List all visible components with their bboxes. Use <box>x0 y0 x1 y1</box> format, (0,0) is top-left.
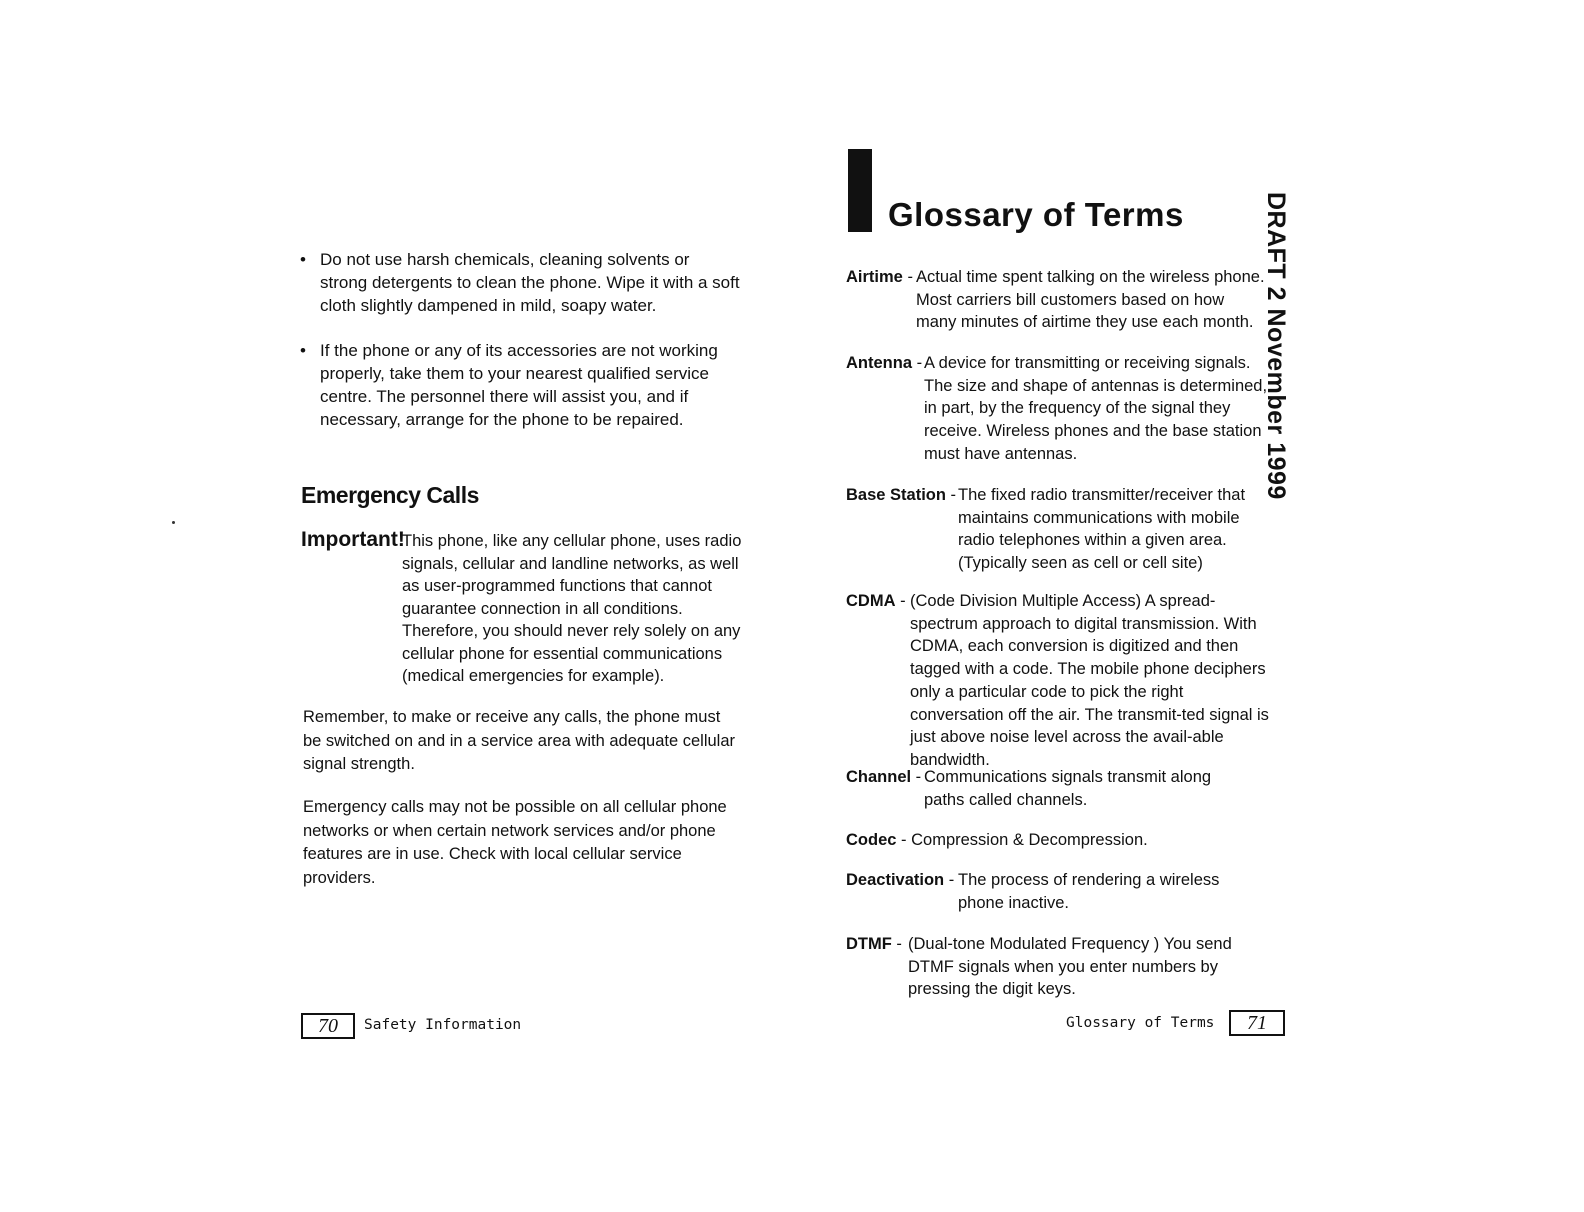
term-separator: - <box>902 268 913 286</box>
glossary-term: Deactivation <box>846 871 945 889</box>
glossary-definition: (Dual-tone Modulated Frequency ) You send DTMF signals when you enter numbers by pressing the digit keys. <box>908 935 1232 999</box>
glossary-entry <box>846 484 1286 573</box>
term-separator: - <box>944 871 955 889</box>
draft-stamp: DRAFT 2 November 1999 <box>1262 192 1290 500</box>
important-label: Important! <box>301 528 405 551</box>
title-bar <box>848 149 872 232</box>
glossary-term: CDMA <box>846 592 896 610</box>
term-separator: - <box>895 592 906 610</box>
section-heading: Emergency Calls <box>301 482 479 508</box>
footer-section-right: Glossary of Terms <box>1066 1015 1215 1031</box>
footer-section-left: Safety Information <box>364 1017 522 1033</box>
glossary-definition: Actual time spent talking on the wireless phone. Most carriers bill customers based on how many minutes of airtime they use each month. <box>916 268 1265 332</box>
glossary-entry <box>846 933 1286 999</box>
glossary-definition: The process of rendering a wireless phone inactive. <box>958 871 1220 912</box>
bullet-dot: • <box>300 250 306 269</box>
glossary-definition: Communications signals transmit along paths called channels. <box>924 768 1212 809</box>
bullet-text: If the phone or any of its accessories are not working properly, take them to your nearest qualified service centre. The personnel there will assist you, and if necessary, arrange for the phone to be repaired. <box>320 341 718 429</box>
glossary-term: Channel <box>846 768 912 786</box>
glossary-definition: (Code Division Multiple Access) A spread-spectrum approach to digital transmission. With CDMA, each conversion is digitized and then tagged with a code. The mobile phone deciphers only a particular code to pick the right conversation off the air. The transmit-ted signal is just above noise level across the avail-able bandwidth. <box>910 592 1269 769</box>
glossary-definition: Compression & Decompression. <box>911 831 1148 849</box>
glossary-entry <box>846 869 1286 912</box>
glossary-definition: The fixed radio transmitter/receiver that maintains communications with mobile radio telephones within a given area. (Typically seen as cell or cell site) <box>958 486 1246 573</box>
page-title: Glossary of Terms <box>888 196 1184 233</box>
glossary-term: Airtime <box>846 268 903 286</box>
page-number-left: 70 <box>301 1013 355 1039</box>
glossary-term: Base Station <box>846 486 946 504</box>
glossary-entry <box>846 766 1286 809</box>
paragraph: Remember, to make or receive any calls, the phone must be switched on and in a service area with adequate cellular signal strength. <box>303 708 736 773</box>
bullet-text: Do not use harsh chemicals, cleaning solvents or strong detergents to clean the phone. Wipe it with a soft cloth slightly dampened in mild, soapy water. <box>320 250 740 315</box>
glossary-entry <box>846 590 1286 769</box>
term-separator: - <box>912 354 923 372</box>
glossary-term: Antenna <box>846 354 912 372</box>
important-text: This phone, like any cellular phone, uses radio signals, cellular and landline networks, as well as user-programmed functions that cannot guarantee connection in all conditions. Therefore, you should never rely solely on any cellular phone for essential communications (medical emergencies for example). <box>402 532 742 685</box>
glossary-entry <box>846 266 1266 332</box>
page-number-right: 71 <box>1229 1010 1285 1036</box>
glossary-term: Codec <box>846 831 897 849</box>
term-separator: - <box>945 486 957 504</box>
term-separator: - <box>891 935 902 953</box>
glossary-term: DTMF <box>846 935 892 953</box>
scan-speck <box>172 521 175 524</box>
glossary-entry <box>846 352 1276 463</box>
bullet-dot: • <box>300 341 306 360</box>
glossary-definition: A device for transmitting or receiving signals. The size and shape of antennas is determined, in part, by the frequency of the signal they receive. Wireless phones and the base station must have antennas. <box>924 354 1268 463</box>
term-separator: - <box>911 768 922 786</box>
glossary-entry <box>846 829 1286 852</box>
paragraph: Emergency calls may not be possible on all cellular phone networks or when certain network services and/or phone features are in use. Check with local cellular service providers. <box>303 798 727 887</box>
term-separator: - <box>896 831 912 849</box>
